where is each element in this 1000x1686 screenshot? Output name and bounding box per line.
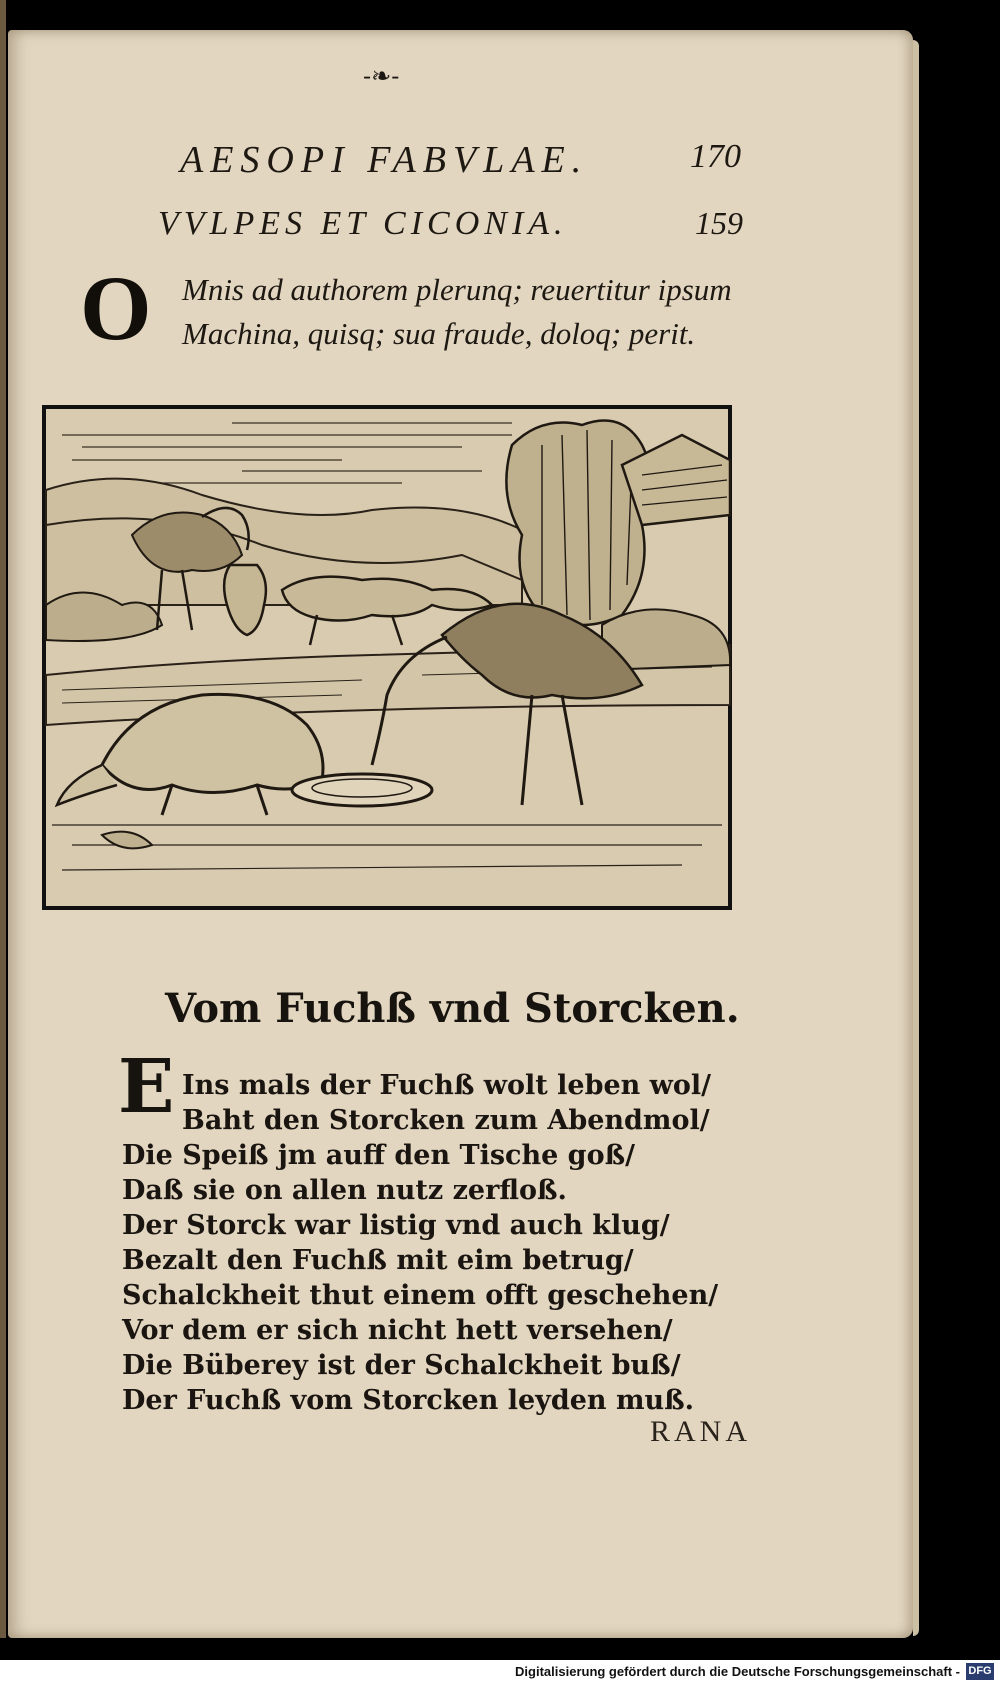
running-head: AESOPI FABVLAE. (180, 139, 589, 181)
verse-line: Baht den Storcken zum Abendmol/ (182, 1105, 710, 1136)
catchword: RANA (650, 1415, 752, 1448)
latin-verse-line: Machina, quisq; sua fraude, doloq; perit. (182, 316, 696, 351)
verse-line: Schalckheit thut einem offt geschehen/ (122, 1280, 719, 1311)
german-title: Vom Fuchß vnd Storcken. (165, 985, 740, 1032)
book-spine (0, 0, 6, 1638)
verse-line: Vor dem er sich nicht hett versehen/ (122, 1315, 673, 1346)
page-ornament: -❧- (363, 62, 400, 90)
verse-line: Daß sie on allen nutz zerfloß. (122, 1175, 567, 1206)
verse-line: Der Storck war listig vnd auch klug/ (122, 1210, 670, 1241)
verse-line: Bezalt den Fuchß mit eim betrug/ (122, 1245, 634, 1276)
page-edge (913, 40, 919, 1636)
leaf-number: 170 (690, 138, 741, 175)
verse-line: Die Speiß jm auff den Tische goß/ (122, 1140, 635, 1171)
footer-bar (0, 1660, 1000, 1686)
verse-drop-initial: E (118, 1044, 175, 1130)
fable-title: VVLPES ET CICONIA. (158, 205, 568, 242)
verse-line: Die Büberey ist der Schalckheit buß/ (122, 1350, 681, 1381)
verse-line: Der Fuchß vom Storcken leyden muß. (122, 1385, 695, 1416)
page-number: 159 (695, 205, 743, 241)
dfg-logo-icon[interactable]: DFG (966, 1663, 994, 1680)
latin-drop-initial: O (80, 257, 152, 359)
footer-credit: Digitalisierung gefördert durch die Deutsche Forschungsgemeinschaft - (515, 1664, 960, 1679)
verse-line: Ins mals der Fuchß wolt leben wol/ (182, 1070, 712, 1101)
latin-verse-line: Mnis ad authorem plerunq; reuertitur ipsum (182, 272, 732, 307)
woodcut-illustration (42, 405, 732, 910)
